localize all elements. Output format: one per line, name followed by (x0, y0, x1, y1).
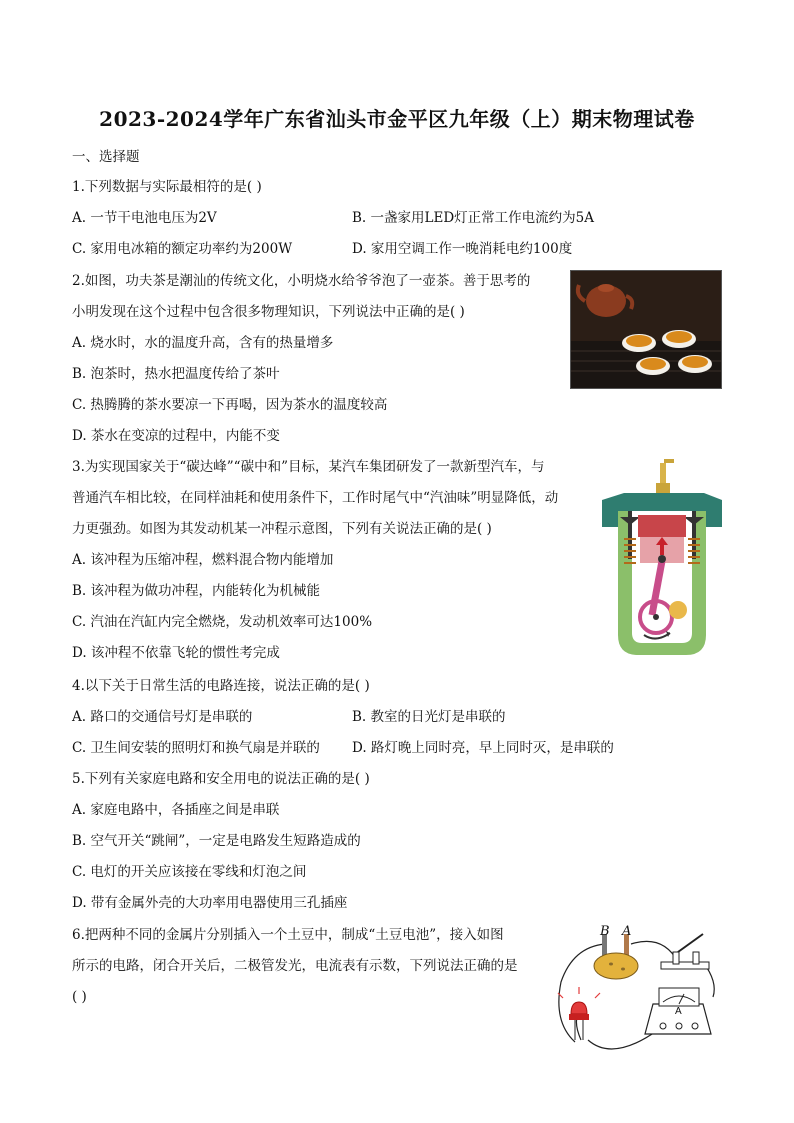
ammeter-label: A (675, 1006, 682, 1017)
q2-option-b: B. 泡茶时，热水把温度传给了茶叶 (72, 366, 280, 382)
q4-option-d: D. 路灯晚上同时亮，早上同时灭，是串联的 (352, 740, 614, 756)
electrode-label-a: A (622, 924, 632, 939)
tea-photo (570, 270, 722, 389)
q1-option-b: B. 一盏家用LED灯正常工作电流约为5A (352, 210, 594, 226)
q4-option-a: A. 路口的交通信号灯是串联的 (72, 709, 253, 725)
q5-option-b: B. 空气开关“跳闸”，一定是电路发生短路造成的 (72, 833, 361, 849)
q1-option-d: D. 家用空调工作一晚消耗电约100度 (352, 241, 573, 257)
electrode-label-b: B (600, 924, 610, 939)
engine-diagram (594, 455, 729, 660)
page-title: 2023-2024学年广东省汕头市金平区九年级（上）期末物理试卷 (99, 107, 695, 131)
q5-option-a: A. 家庭电路中，各插座之间是串联 (72, 802, 280, 818)
q2-stem-line1: 2.如图，功夫茶是潮汕的传统文化，小明烧水给爷爷泡了一壶茶。善于思考的 (72, 273, 531, 289)
q3-option-c: C. 汽油在汽缸内完全燃烧，发动机效率可达100% (72, 614, 373, 630)
q3-option-a: A. 该冲程为压缩冲程，燃料混合物内能增加 (72, 552, 334, 568)
q3-stem-line3: 力更强劲。如图为其发动机某一冲程示意图，下列有关说法正确的是( ) (72, 521, 492, 537)
q2-option-c: C. 热腾腾的茶水要凉一下再喝，因为茶水的温度较高 (72, 397, 388, 413)
q4-option-c: C. 卫生间安装的照明灯和换气扇是并联的 (72, 740, 320, 756)
engine-stroke-figure (594, 455, 729, 660)
q6-stem-line3: ( ) (72, 989, 87, 1005)
q6-stem-line2: 所示的电路，闭合开关后，二极管发光，电流表有示数，下列说法正确的是 (72, 958, 518, 974)
q4-stem: 4.以下关于日常生活的电路连接，说法正确的是( ) (72, 678, 370, 694)
q3-stem-line1: 3.为实现国家关于“碳达峰”“碳中和”目标，某汽车集团研发了一款新型汽车，与 (72, 459, 545, 475)
q3-option-b: B. 该冲程为做功冲程，内能转化为机械能 (72, 583, 321, 599)
q3-option-d: D. 该冲程不依靠飞轮的惯性考完成 (72, 645, 280, 661)
q1-option-c: C. 家用电冰箱的额定功率约为200W (72, 241, 293, 257)
q5-stem: 5.下列有关家庭电路和安全用电的说法正确的是( ) (72, 771, 370, 787)
q2-stem-line2: 小明发现在这个过程中包含很多物理知识，下列说法中正确的是( ) (72, 304, 465, 320)
potato-circuit-diagram (553, 922, 723, 1067)
circuit-figure (553, 922, 723, 1067)
q1-stem: 1.下列数据与实际最相符的是( ) (72, 179, 262, 195)
q5-option-c: C. 电灯的开关应该接在零线和灯泡之间 (72, 864, 307, 880)
tea-set-image (571, 271, 721, 388)
q4-option-b: B. 教室的日光灯是串联的 (352, 709, 506, 725)
q5-option-d: D. 带有金属外壳的大功率用电器使用三孔插座 (72, 895, 348, 911)
q3-stem-line2: 普通汽车相比较，在同样油耗和使用条件下，工作时尾气中“汽油味”明显降低，动 (72, 490, 559, 506)
q6-stem-line1: 6.把两种不同的金属片分别插入一个土豆中，制成“土豆电池”，接入如图 (72, 927, 504, 943)
q1-option-a: A. 一节干电池电压为2V (72, 210, 217, 226)
q2-option-d: D. 茶水在变凉的过程中，内能不变 (72, 428, 280, 444)
section-heading: 一、选择题 (72, 149, 140, 165)
q2-option-a: A. 烧水时，水的温度升高，含有的热量增多 (72, 335, 334, 351)
